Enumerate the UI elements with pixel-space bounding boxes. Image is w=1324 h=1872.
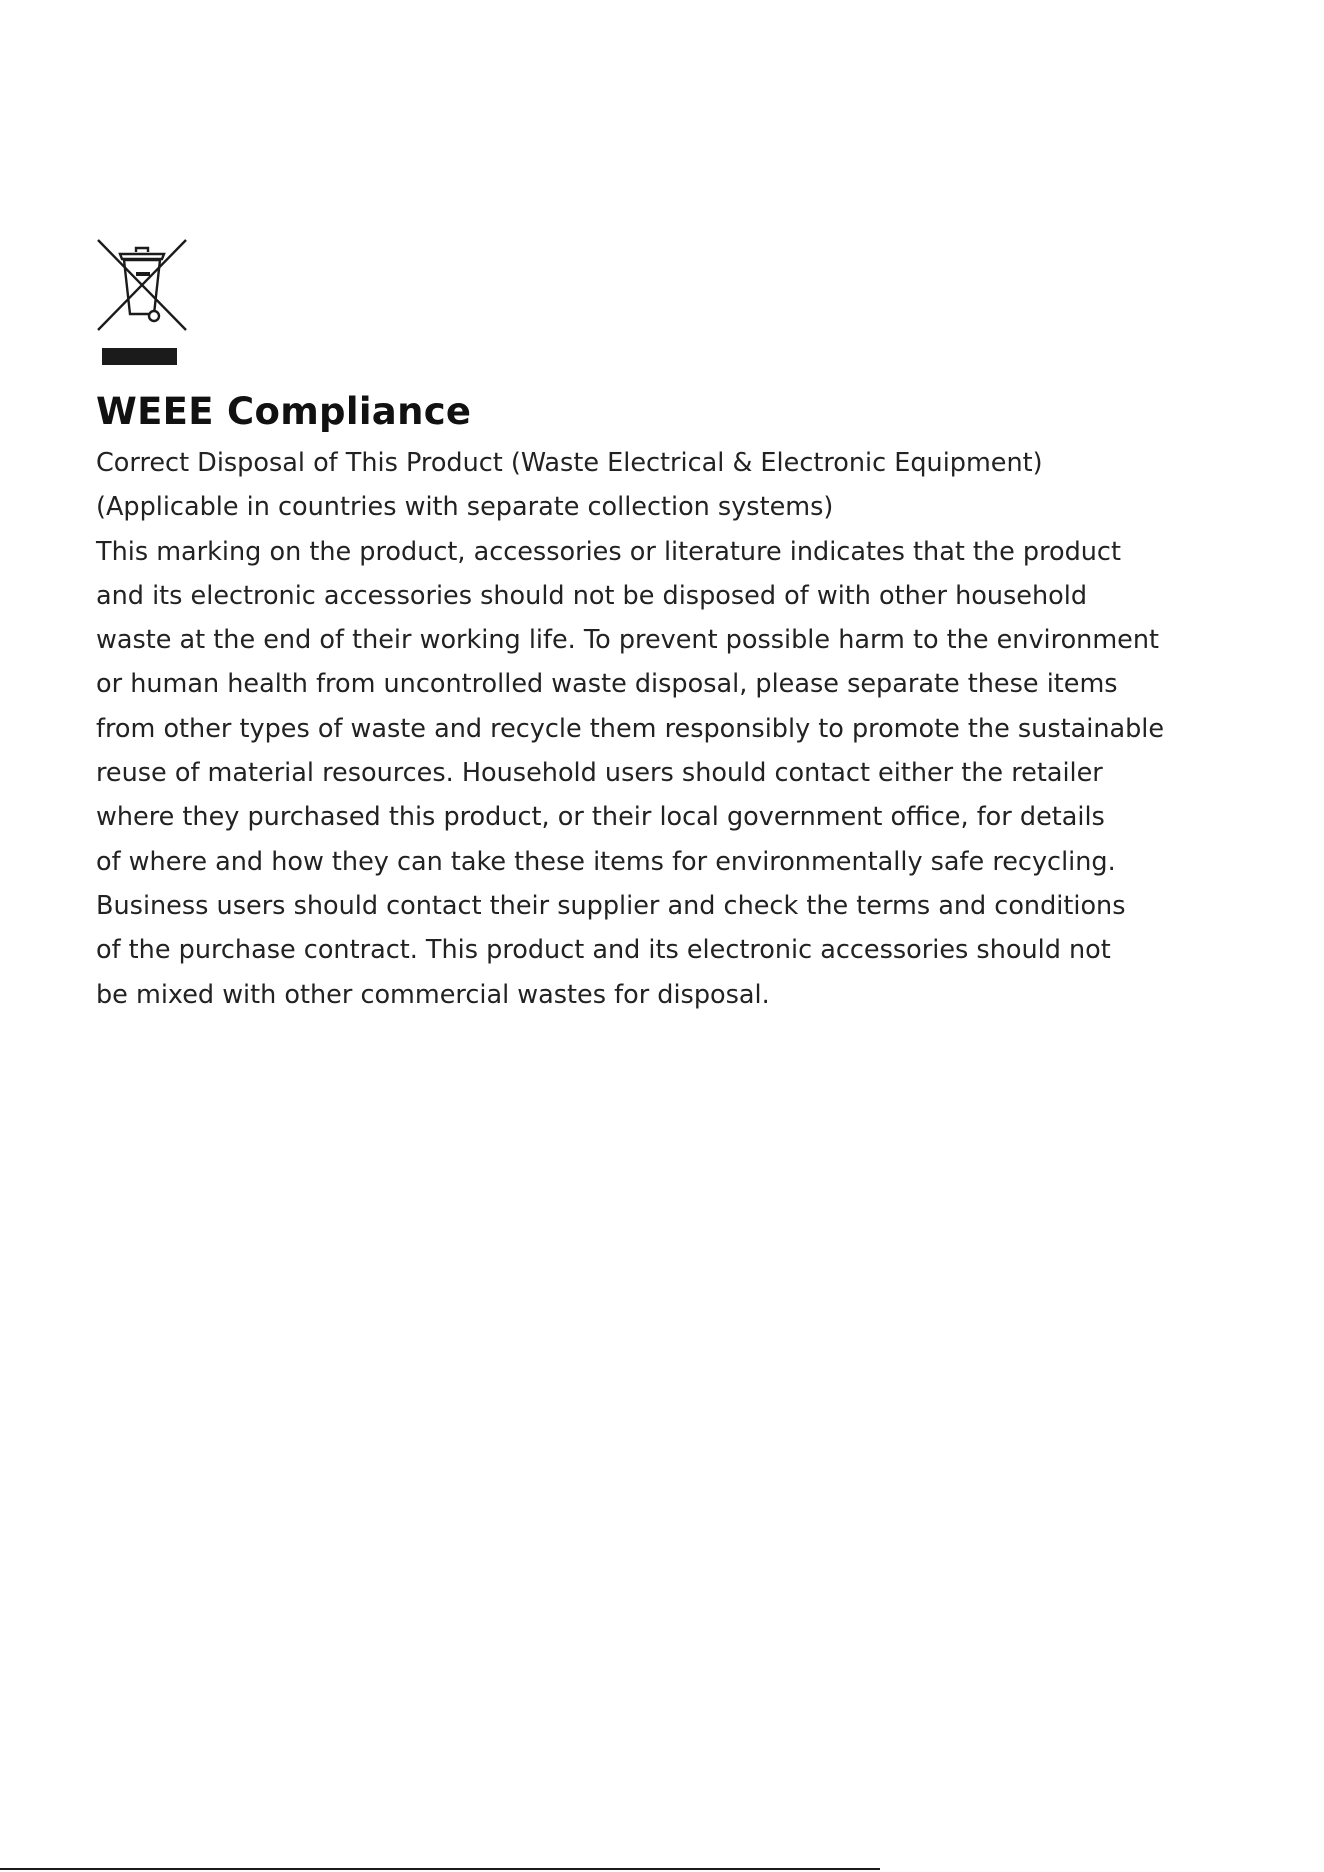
text-line: of where and how they can take these items for environmentally safe recycling.	[96, 846, 1116, 877]
text-line: and its electronic accessories should not be disposed of with other household	[96, 580, 1088, 611]
text-line: from other types of waste and recycle them responsibly to promote the sustainable	[96, 713, 1165, 744]
compliance-text	[96, 441, 1236, 1017]
text-line: be mixed with other commercial wastes for disposal.	[96, 979, 770, 1010]
text-line: reuse of material resources. Household users should contact either the retailer	[96, 758, 1103, 789]
crossed-out-wheelie-bin-icon	[96, 238, 188, 332]
text-line: waste at the end of their working life. To prevent possible harm to the environment	[96, 625, 1160, 656]
bottom-rule	[0, 1868, 880, 1870]
text-line: (Applicable in countries with separate collection systems)	[96, 492, 834, 523]
text-line: where they purchased this product, or their local government office, for details	[96, 802, 1105, 833]
page-title: WEEE Compliance	[96, 390, 472, 433]
weee-symbol-bar	[102, 348, 177, 365]
text-line: This marking on the product, accessories or literature indicates that the product	[96, 536, 1121, 567]
text-line: or human health from uncontrolled waste disposal, please separate these items	[96, 669, 1118, 700]
text-line: of the purchase contract. This product and its electronic accessories should not	[96, 935, 1111, 966]
text-line: Correct Disposal of This Product (Waste Electrical & Electronic Equipment)	[96, 448, 1043, 478]
text-line: Business users should contact their supplier and check the terms and conditions	[96, 890, 1126, 921]
